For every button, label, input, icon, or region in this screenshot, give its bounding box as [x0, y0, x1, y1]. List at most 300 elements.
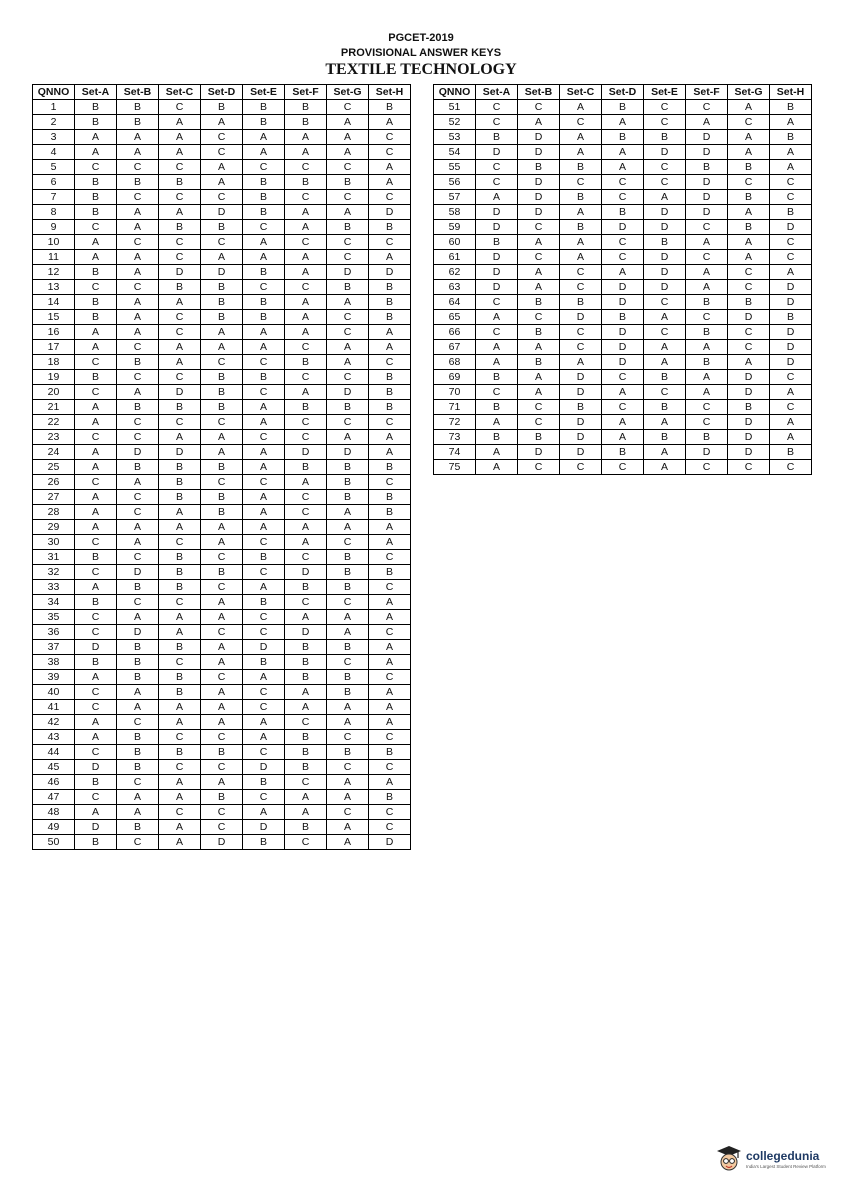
answer-cell: C	[117, 775, 159, 790]
question-number-cell: 68	[434, 355, 476, 370]
answer-cell: B	[327, 400, 369, 415]
answer-cell: C	[644, 100, 686, 115]
answer-cell: D	[369, 205, 411, 220]
answer-cell: B	[285, 745, 327, 760]
answer-cell: D	[560, 310, 602, 325]
answer-cell: B	[117, 175, 159, 190]
answer-cell: C	[327, 310, 369, 325]
answer-cell: A	[75, 730, 117, 745]
answer-cell: A	[728, 145, 770, 160]
answer-cell: D	[117, 445, 159, 460]
answer-cell: A	[159, 205, 201, 220]
table-row	[33, 220, 411, 235]
answer-cell: B	[369, 790, 411, 805]
answer-cell: B	[201, 565, 243, 580]
answer-cell: C	[285, 715, 327, 730]
answer-cell: A	[560, 205, 602, 220]
table-row	[33, 355, 411, 370]
answer-cell: A	[159, 610, 201, 625]
answer-cell: C	[602, 400, 644, 415]
answer-cell: C	[770, 175, 812, 190]
answer-cell: B	[201, 295, 243, 310]
table-row	[33, 325, 411, 340]
answer-cell: D	[476, 250, 518, 265]
answer-cell: A	[285, 790, 327, 805]
answer-cell: C	[770, 250, 812, 265]
answer-cell: B	[602, 445, 644, 460]
answer-cell: B	[369, 295, 411, 310]
answer-cell: C	[75, 535, 117, 550]
table-row	[33, 145, 411, 160]
answer-cell: C	[686, 400, 728, 415]
question-number-cell: 32	[33, 565, 75, 580]
answer-cell: B	[644, 235, 686, 250]
answer-cell: B	[243, 835, 285, 850]
answer-cell: A	[644, 415, 686, 430]
answer-cell: C	[728, 325, 770, 340]
answer-cell: C	[518, 310, 560, 325]
answer-cell: C	[560, 325, 602, 340]
answer-cell: D	[285, 445, 327, 460]
answer-cell: B	[201, 100, 243, 115]
answer-cell: B	[285, 400, 327, 415]
answer-cell: B	[117, 655, 159, 670]
question-number-cell: 1	[33, 100, 75, 115]
table-row	[33, 385, 411, 400]
answer-cell: C	[369, 820, 411, 835]
answer-cell: A	[602, 115, 644, 130]
answer-cell: A	[159, 790, 201, 805]
answer-cell: C	[560, 280, 602, 295]
answer-cell: C	[476, 100, 518, 115]
question-number-cell: 19	[33, 370, 75, 385]
answer-cell: D	[602, 295, 644, 310]
table-row	[33, 760, 411, 775]
answer-cell: A	[327, 715, 369, 730]
column-header: Set-D	[201, 85, 243, 100]
answer-cell: A	[285, 265, 327, 280]
answer-cell: D	[476, 280, 518, 295]
answer-cell: C	[327, 370, 369, 385]
answer-cell: B	[243, 595, 285, 610]
answer-cell: A	[201, 775, 243, 790]
answer-cell: A	[201, 715, 243, 730]
answer-cell: C	[201, 550, 243, 565]
answer-cell: A	[327, 625, 369, 640]
answer-cell: D	[327, 385, 369, 400]
question-number-cell: 51	[434, 100, 476, 115]
table-row	[33, 190, 411, 205]
answer-cell: A	[159, 625, 201, 640]
answer-cell: C	[159, 760, 201, 775]
answer-cell: A	[243, 445, 285, 460]
answer-cell: A	[159, 430, 201, 445]
answer-cell: B	[159, 670, 201, 685]
answer-cell: D	[159, 385, 201, 400]
question-number-cell: 18	[33, 355, 75, 370]
answer-cell: D	[770, 355, 812, 370]
answer-cell: D	[117, 565, 159, 580]
answer-cell: A	[476, 355, 518, 370]
answer-cell: B	[644, 370, 686, 385]
answer-cell: A	[369, 535, 411, 550]
answer-cell: B	[117, 580, 159, 595]
answer-cell: B	[369, 400, 411, 415]
answer-cell: C	[243, 790, 285, 805]
answer-cell: B	[327, 640, 369, 655]
table-row	[33, 445, 411, 460]
answer-cell: D	[728, 445, 770, 460]
answer-cell: B	[602, 310, 644, 325]
answer-cell: A	[369, 640, 411, 655]
answer-cell: D	[770, 325, 812, 340]
answer-cell: A	[243, 415, 285, 430]
answer-cell: C	[243, 430, 285, 445]
answer-cell: B	[159, 745, 201, 760]
table-row	[33, 595, 411, 610]
question-number-cell: 59	[434, 220, 476, 235]
answer-cell: A	[201, 430, 243, 445]
answer-cell: A	[159, 835, 201, 850]
table-row	[33, 265, 411, 280]
answer-cell: D	[518, 445, 560, 460]
answer-cell: B	[75, 265, 117, 280]
answer-cell: C	[285, 490, 327, 505]
answer-cell: A	[728, 205, 770, 220]
answer-cell: B	[117, 355, 159, 370]
answer-cell: C	[285, 775, 327, 790]
answer-cell: D	[770, 295, 812, 310]
table-header-row	[434, 85, 812, 100]
table-row	[33, 745, 411, 760]
answer-cell: B	[770, 205, 812, 220]
answer-cell: B	[518, 325, 560, 340]
answer-cell: C	[243, 625, 285, 640]
answer-cell: B	[602, 205, 644, 220]
answer-cell: D	[686, 130, 728, 145]
question-number-cell: 50	[33, 835, 75, 850]
answer-cell: C	[285, 280, 327, 295]
table-row	[33, 280, 411, 295]
answer-cell: C	[201, 625, 243, 640]
table-row	[33, 535, 411, 550]
answer-cell: A	[369, 160, 411, 175]
answer-cell: B	[560, 220, 602, 235]
answer-cell: C	[369, 625, 411, 640]
answer-cell: A	[285, 475, 327, 490]
answer-cell: C	[728, 340, 770, 355]
answer-cell: A	[327, 775, 369, 790]
table-row	[33, 700, 411, 715]
column-header: Set-G	[327, 85, 369, 100]
answer-cell: A	[686, 385, 728, 400]
answer-cell: A	[243, 670, 285, 685]
answer-cell: B	[369, 100, 411, 115]
answer-cell: A	[770, 385, 812, 400]
answer-cell: A	[201, 445, 243, 460]
answer-cell: A	[243, 400, 285, 415]
answer-cell: A	[518, 280, 560, 295]
answer-cell: C	[75, 565, 117, 580]
question-number-cell: 3	[33, 130, 75, 145]
answer-cell: C	[117, 505, 159, 520]
answer-cell: A	[369, 115, 411, 130]
answer-cell: A	[327, 355, 369, 370]
question-number-cell: 60	[434, 235, 476, 250]
answer-cell: D	[602, 325, 644, 340]
answer-cell: C	[201, 355, 243, 370]
question-number-cell: 56	[434, 175, 476, 190]
answer-cell: B	[243, 295, 285, 310]
answer-cell: C	[285, 430, 327, 445]
answer-cell: A	[327, 145, 369, 160]
answer-cell: C	[117, 550, 159, 565]
question-number-cell: 25	[33, 460, 75, 475]
graduate-mascot-icon	[716, 1144, 742, 1174]
answer-cell: A	[75, 460, 117, 475]
table-row	[33, 415, 411, 430]
answer-cell: D	[686, 190, 728, 205]
answer-cell: B	[159, 640, 201, 655]
answer-cell: A	[75, 130, 117, 145]
answer-cell: B	[201, 460, 243, 475]
table-row	[33, 610, 411, 625]
answer-cell: C	[243, 535, 285, 550]
answer-cell: B	[476, 400, 518, 415]
answer-cell: A	[285, 250, 327, 265]
answer-cell: C	[644, 160, 686, 175]
answer-cell: A	[117, 130, 159, 145]
answer-cell: A	[327, 700, 369, 715]
question-number-cell: 8	[33, 205, 75, 220]
question-number-cell: 17	[33, 340, 75, 355]
answer-cell: B	[117, 460, 159, 475]
answer-cell: C	[369, 670, 411, 685]
answer-cell: A	[369, 445, 411, 460]
answer-cell: A	[327, 205, 369, 220]
table-row	[33, 775, 411, 790]
answer-cell: A	[602, 415, 644, 430]
question-number-cell: 13	[33, 280, 75, 295]
answer-cell: A	[75, 145, 117, 160]
answer-cell: B	[117, 100, 159, 115]
answer-cell: B	[476, 130, 518, 145]
answer-cell: A	[686, 265, 728, 280]
answer-cell: D	[285, 565, 327, 580]
question-number-cell: 23	[33, 430, 75, 445]
answer-cell: A	[75, 400, 117, 415]
answer-cell: B	[728, 220, 770, 235]
answer-cell: C	[369, 730, 411, 745]
answer-cell: B	[201, 370, 243, 385]
question-number-cell: 74	[434, 445, 476, 460]
table-row	[434, 115, 812, 130]
table-row	[33, 235, 411, 250]
answer-cell: A	[644, 310, 686, 325]
answer-cell: B	[369, 310, 411, 325]
answer-cell: B	[327, 460, 369, 475]
answer-cell: A	[369, 715, 411, 730]
table-row	[33, 550, 411, 565]
answer-cell: C	[159, 325, 201, 340]
answer-cell: B	[369, 490, 411, 505]
answer-cell: B	[243, 115, 285, 130]
answer-cell: C	[117, 280, 159, 295]
table-row	[434, 130, 812, 145]
question-number-cell: 30	[33, 535, 75, 550]
answer-cell: A	[602, 160, 644, 175]
question-number-cell: 61	[434, 250, 476, 265]
answer-cell: D	[518, 145, 560, 160]
question-number-cell: 40	[33, 685, 75, 700]
answer-cell: C	[117, 430, 159, 445]
table-row	[434, 265, 812, 280]
answer-cell: C	[159, 415, 201, 430]
answer-cell: C	[243, 385, 285, 400]
answer-cell: B	[159, 580, 201, 595]
answer-cell: B	[285, 760, 327, 775]
question-number-cell: 36	[33, 625, 75, 640]
answer-cell: A	[728, 235, 770, 250]
answer-cell: A	[75, 715, 117, 730]
answer-cell: C	[201, 580, 243, 595]
answer-cell: C	[117, 595, 159, 610]
answer-cell: B	[686, 160, 728, 175]
answer-cell: D	[686, 175, 728, 190]
answer-cell: B	[285, 115, 327, 130]
answer-cell: C	[327, 190, 369, 205]
answer-cell: B	[476, 235, 518, 250]
answer-cell: C	[476, 175, 518, 190]
answer-cell: A	[327, 790, 369, 805]
column-header: Set-C	[560, 85, 602, 100]
answer-cell: A	[327, 115, 369, 130]
answer-cell: A	[75, 805, 117, 820]
question-number-cell: 37	[33, 640, 75, 655]
answer-cell: C	[518, 460, 560, 475]
table-row	[33, 460, 411, 475]
answer-cell: C	[369, 760, 411, 775]
answer-cell: B	[369, 220, 411, 235]
answer-cell: D	[476, 145, 518, 160]
answer-cell: B	[159, 685, 201, 700]
column-header: Set-F	[285, 85, 327, 100]
question-number-cell: 42	[33, 715, 75, 730]
answer-cell: A	[75, 670, 117, 685]
answer-cell: A	[159, 355, 201, 370]
answer-cell: C	[369, 580, 411, 595]
answer-cell: B	[686, 355, 728, 370]
answer-cell: C	[75, 610, 117, 625]
answer-cell: C	[117, 370, 159, 385]
answer-cell: D	[728, 415, 770, 430]
subject-title: TEXTILE TECHNOLOGY	[325, 61, 517, 78]
answer-cell: C	[327, 100, 369, 115]
answer-cell: A	[243, 250, 285, 265]
answer-cell: C	[159, 730, 201, 745]
answer-cell: A	[369, 655, 411, 670]
answer-cell: A	[159, 520, 201, 535]
question-number-cell: 22	[33, 415, 75, 430]
question-number-cell: 65	[434, 310, 476, 325]
answer-cell: C	[117, 415, 159, 430]
answer-cell: C	[201, 415, 243, 430]
answer-cell: A	[476, 340, 518, 355]
answer-cell: C	[117, 160, 159, 175]
answer-cell: D	[243, 640, 285, 655]
answer-cell: A	[117, 205, 159, 220]
answer-cell: A	[728, 355, 770, 370]
answer-cell: B	[770, 130, 812, 145]
answer-cell: B	[117, 760, 159, 775]
answer-cell: B	[243, 550, 285, 565]
answer-cell: A	[686, 370, 728, 385]
table-row	[434, 100, 812, 115]
answer-cell: B	[201, 385, 243, 400]
table-row	[434, 250, 812, 265]
answer-cell: C	[728, 460, 770, 475]
answer-cell: D	[285, 625, 327, 640]
answer-cell: B	[560, 295, 602, 310]
answer-cell: C	[285, 835, 327, 850]
question-number-cell: 2	[33, 115, 75, 130]
answer-cell: D	[243, 820, 285, 835]
answer-cell: A	[770, 430, 812, 445]
question-number-cell: 75	[434, 460, 476, 475]
answer-cell: C	[75, 790, 117, 805]
answer-cell: A	[686, 280, 728, 295]
answer-cell: A	[201, 595, 243, 610]
answer-cell: A	[75, 325, 117, 340]
answer-cell: C	[159, 595, 201, 610]
answer-cell: B	[201, 310, 243, 325]
answer-cell: A	[369, 325, 411, 340]
answer-cell: C	[201, 760, 243, 775]
answer-cell: A	[243, 805, 285, 820]
answer-key-table-left	[32, 84, 411, 850]
answer-cell: B	[644, 130, 686, 145]
answer-cell: C	[686, 220, 728, 235]
answer-cell: D	[476, 220, 518, 235]
answer-cell: A	[518, 235, 560, 250]
answer-cell: C	[644, 295, 686, 310]
table-row	[33, 400, 411, 415]
table-row	[434, 415, 812, 430]
answer-cell: D	[770, 280, 812, 295]
answer-cell: C	[75, 220, 117, 235]
answer-cell: C	[159, 655, 201, 670]
table-row	[33, 160, 411, 175]
answer-cell: B	[327, 475, 369, 490]
answer-cell: C	[476, 160, 518, 175]
answer-cell: A	[560, 130, 602, 145]
answer-cell: C	[159, 535, 201, 550]
answer-cell: C	[159, 370, 201, 385]
answer-cell: A	[117, 535, 159, 550]
answer-cell: C	[243, 685, 285, 700]
answer-cell: A	[476, 190, 518, 205]
answer-cell: B	[327, 685, 369, 700]
answer-cell: C	[327, 730, 369, 745]
question-number-cell: 54	[434, 145, 476, 160]
answer-cell: A	[369, 775, 411, 790]
answer-cell: B	[476, 430, 518, 445]
answer-cell: B	[201, 220, 243, 235]
question-number-cell: 53	[434, 130, 476, 145]
answer-cell: C	[728, 265, 770, 280]
answer-cell: A	[285, 805, 327, 820]
answer-cell: A	[117, 145, 159, 160]
